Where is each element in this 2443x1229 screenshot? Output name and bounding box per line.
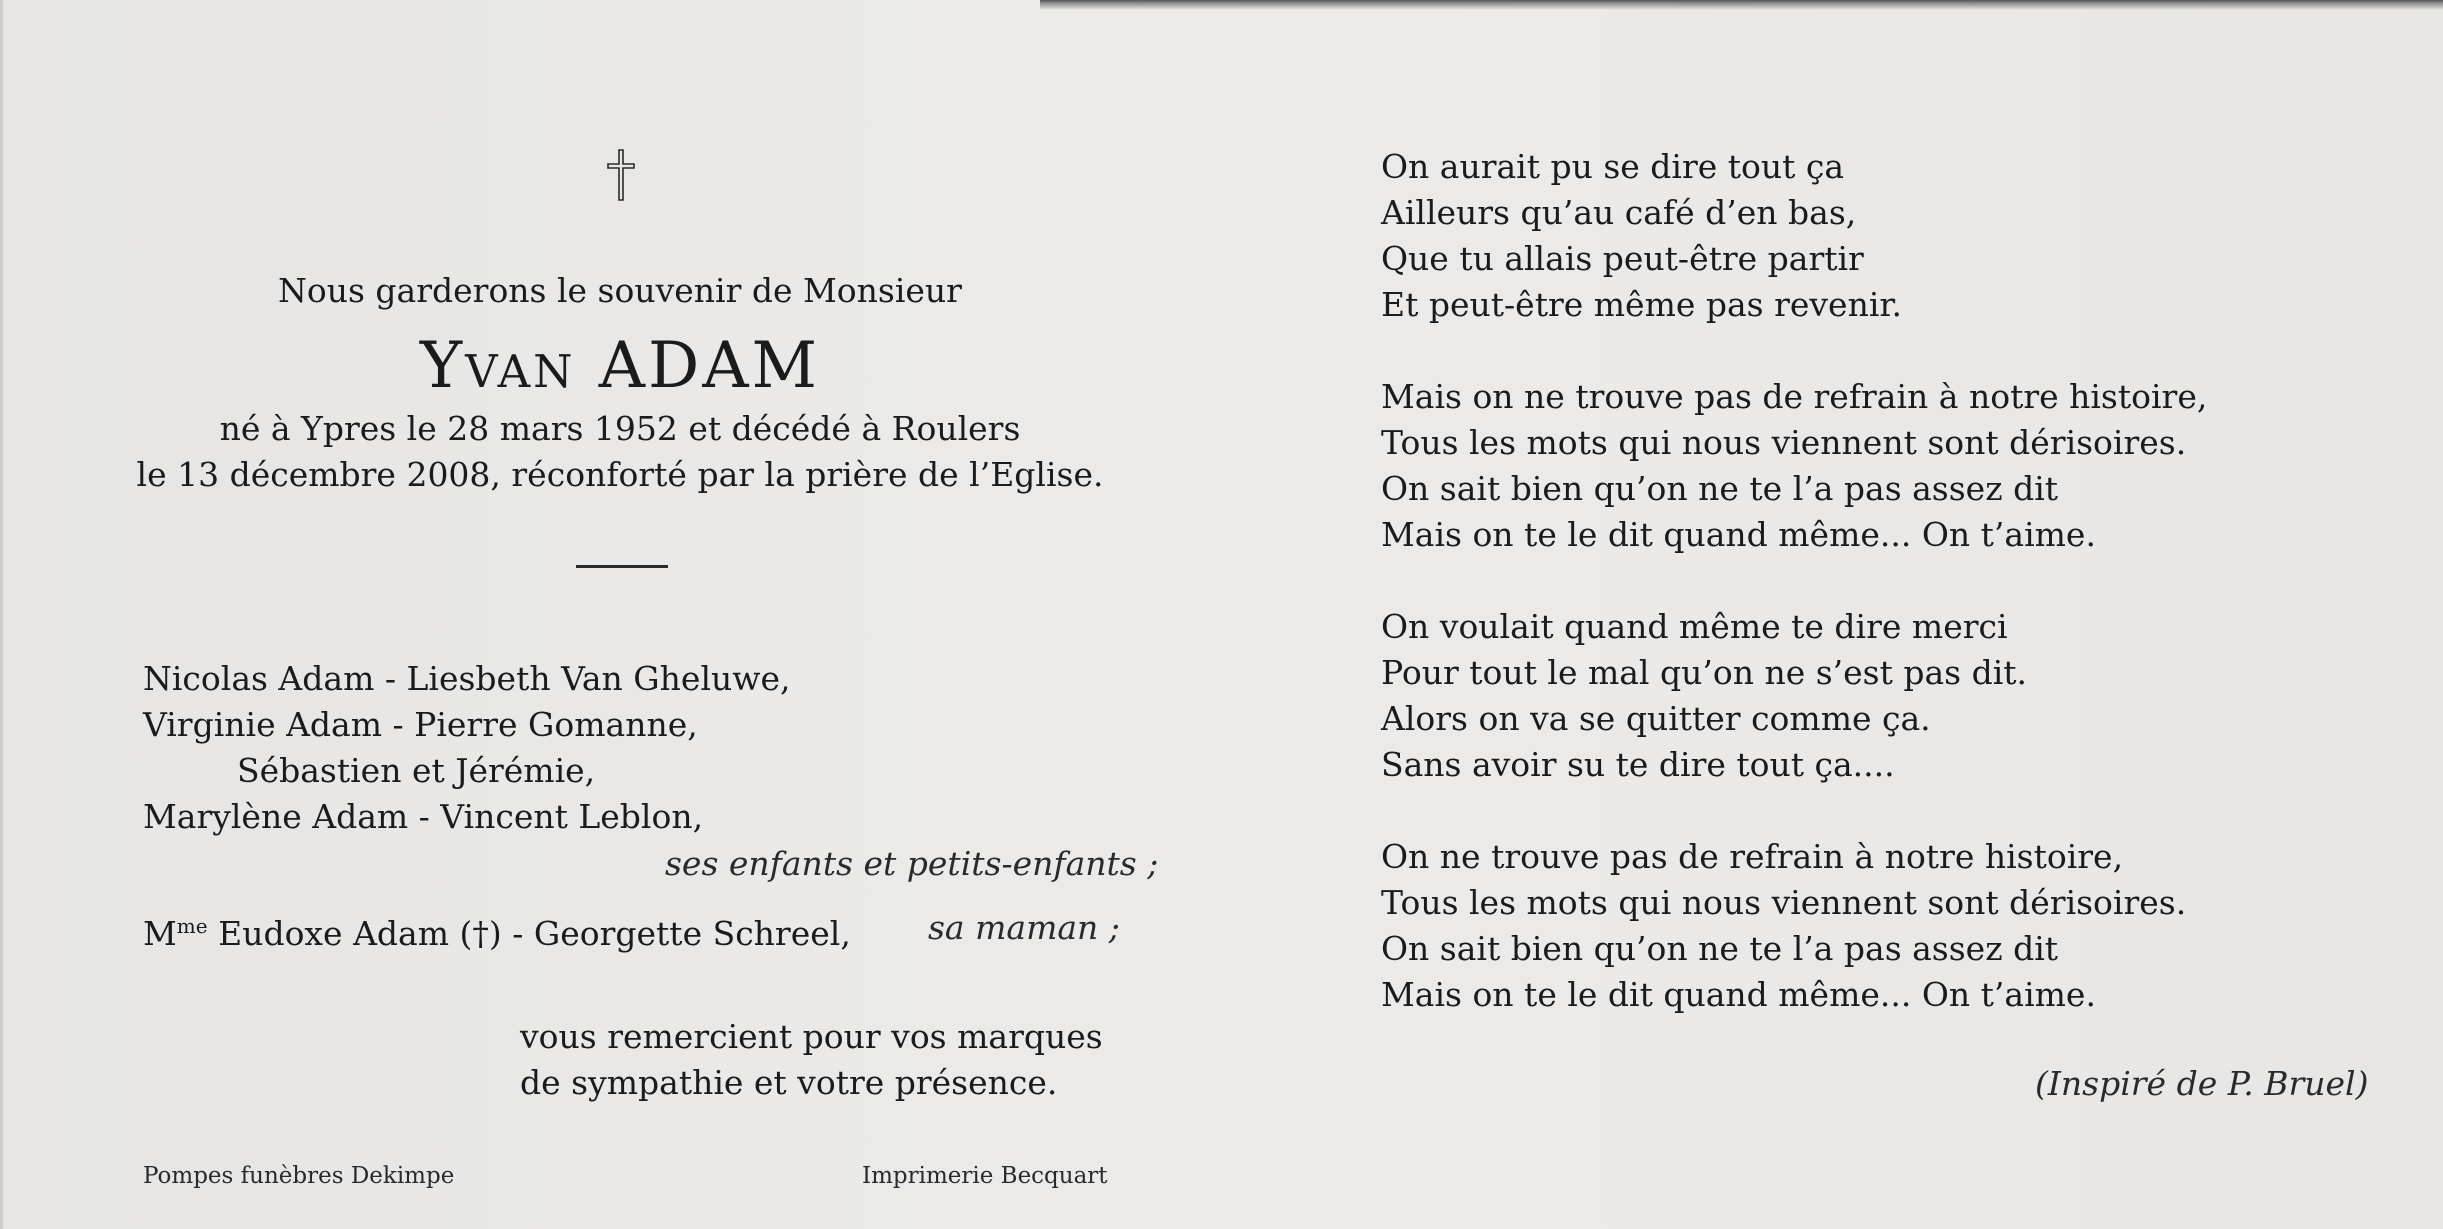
poem-line: Que tu allais peut-être partir: [1381, 239, 1864, 278]
poem-line: Sans avoir su te dire tout ça....: [1381, 745, 1895, 784]
thanks-line: vous remercient pour vos marques: [520, 1017, 1103, 1056]
poem-line: Alors on va se quitter comme ça.: [1381, 699, 1931, 738]
mother-role: sa maman ;: [928, 908, 1120, 947]
children-role: ses enfants et petits-enfants ;: [665, 844, 1159, 883]
birth-line: né à Ypres le 28 mars 1952 et décédé à Roulers: [219, 409, 1021, 448]
mother-line: [143, 903, 851, 957]
poem-line: Tous les mots qui nous viennent sont dérisoires.: [1381, 883, 2187, 922]
funeral-home: Pompes funèbres Dekimpe: [143, 1163, 455, 1189]
mother-name: Eudoxe Adam (†) - Georgette Schreel,: [207, 914, 851, 953]
intro-text: Nous garderons le souvenir de Monsieur: [278, 271, 962, 310]
card-edge: [0, 0, 3, 1229]
poem-line: Ailleurs qu’au café d’en bas,: [1381, 193, 1857, 232]
poem-line: Mais on te le dit quand même... On t’aime.: [1381, 515, 2096, 554]
poem-stanza: [1381, 144, 2381, 328]
mother-prefix: M: [143, 914, 177, 953]
poem: [1381, 144, 2381, 1064]
deceased-name: Yvan ADAM: [419, 329, 821, 403]
mother-title-sup: me: [176, 914, 208, 938]
poem-line: On ne trouve pas de refrain à notre histoire,: [1381, 837, 2124, 876]
thanks-text: [520, 1014, 1103, 1106]
poem-attribution: (Inspiré de P. Bruel): [2035, 1064, 2369, 1103]
divider: [576, 565, 668, 568]
birth-death-info: [120, 406, 1120, 498]
printer: Imprimerie Becquart: [862, 1163, 1108, 1189]
poem-stanza: [1381, 604, 2381, 788]
family-member: Marylène Adam - Vincent Leblon,: [143, 797, 704, 836]
poem-line: On sait bien qu’on ne te l’a pas assez dit: [1381, 929, 2059, 968]
poem-line: On sait bien qu’on ne te l’a pas assez dit: [1381, 469, 2059, 508]
family-member: Virginie Adam - Pierre Gomanne,: [143, 705, 698, 744]
poem-line: Mais on te le dit quand même... On t’aime.: [1381, 975, 2096, 1014]
family-member: Sébastien et Jérémie,: [237, 751, 596, 790]
poem-line: On aurait pu se dire tout ça: [1381, 147, 1845, 186]
death-line: le 13 décembre 2008, réconforté par la prière de l’Eglise.: [136, 455, 1104, 494]
poem-line: On voulait quand même te dire merci: [1381, 607, 2008, 646]
poem-line: Tous les mots qui nous viennent sont dérisoires.: [1381, 423, 2187, 462]
poem-line: Pour tout le mal qu’on ne s’est pas dit.: [1381, 653, 2028, 692]
cross-icon: [606, 148, 636, 202]
poem-stanza: [1381, 834, 2381, 1018]
poem-line: Et peut-être même pas revenir.: [1381, 285, 1903, 324]
poem-line: Mais on ne trouve pas de refrain à notre histoire,: [1381, 377, 2208, 416]
poem-stanza: [1381, 374, 2381, 558]
family-member: Nicolas Adam - Liesbeth Van Gheluwe,: [143, 659, 791, 698]
scan-shadow: [1040, 0, 2443, 10]
thanks-line: de sympathie et votre présence.: [520, 1063, 1058, 1102]
